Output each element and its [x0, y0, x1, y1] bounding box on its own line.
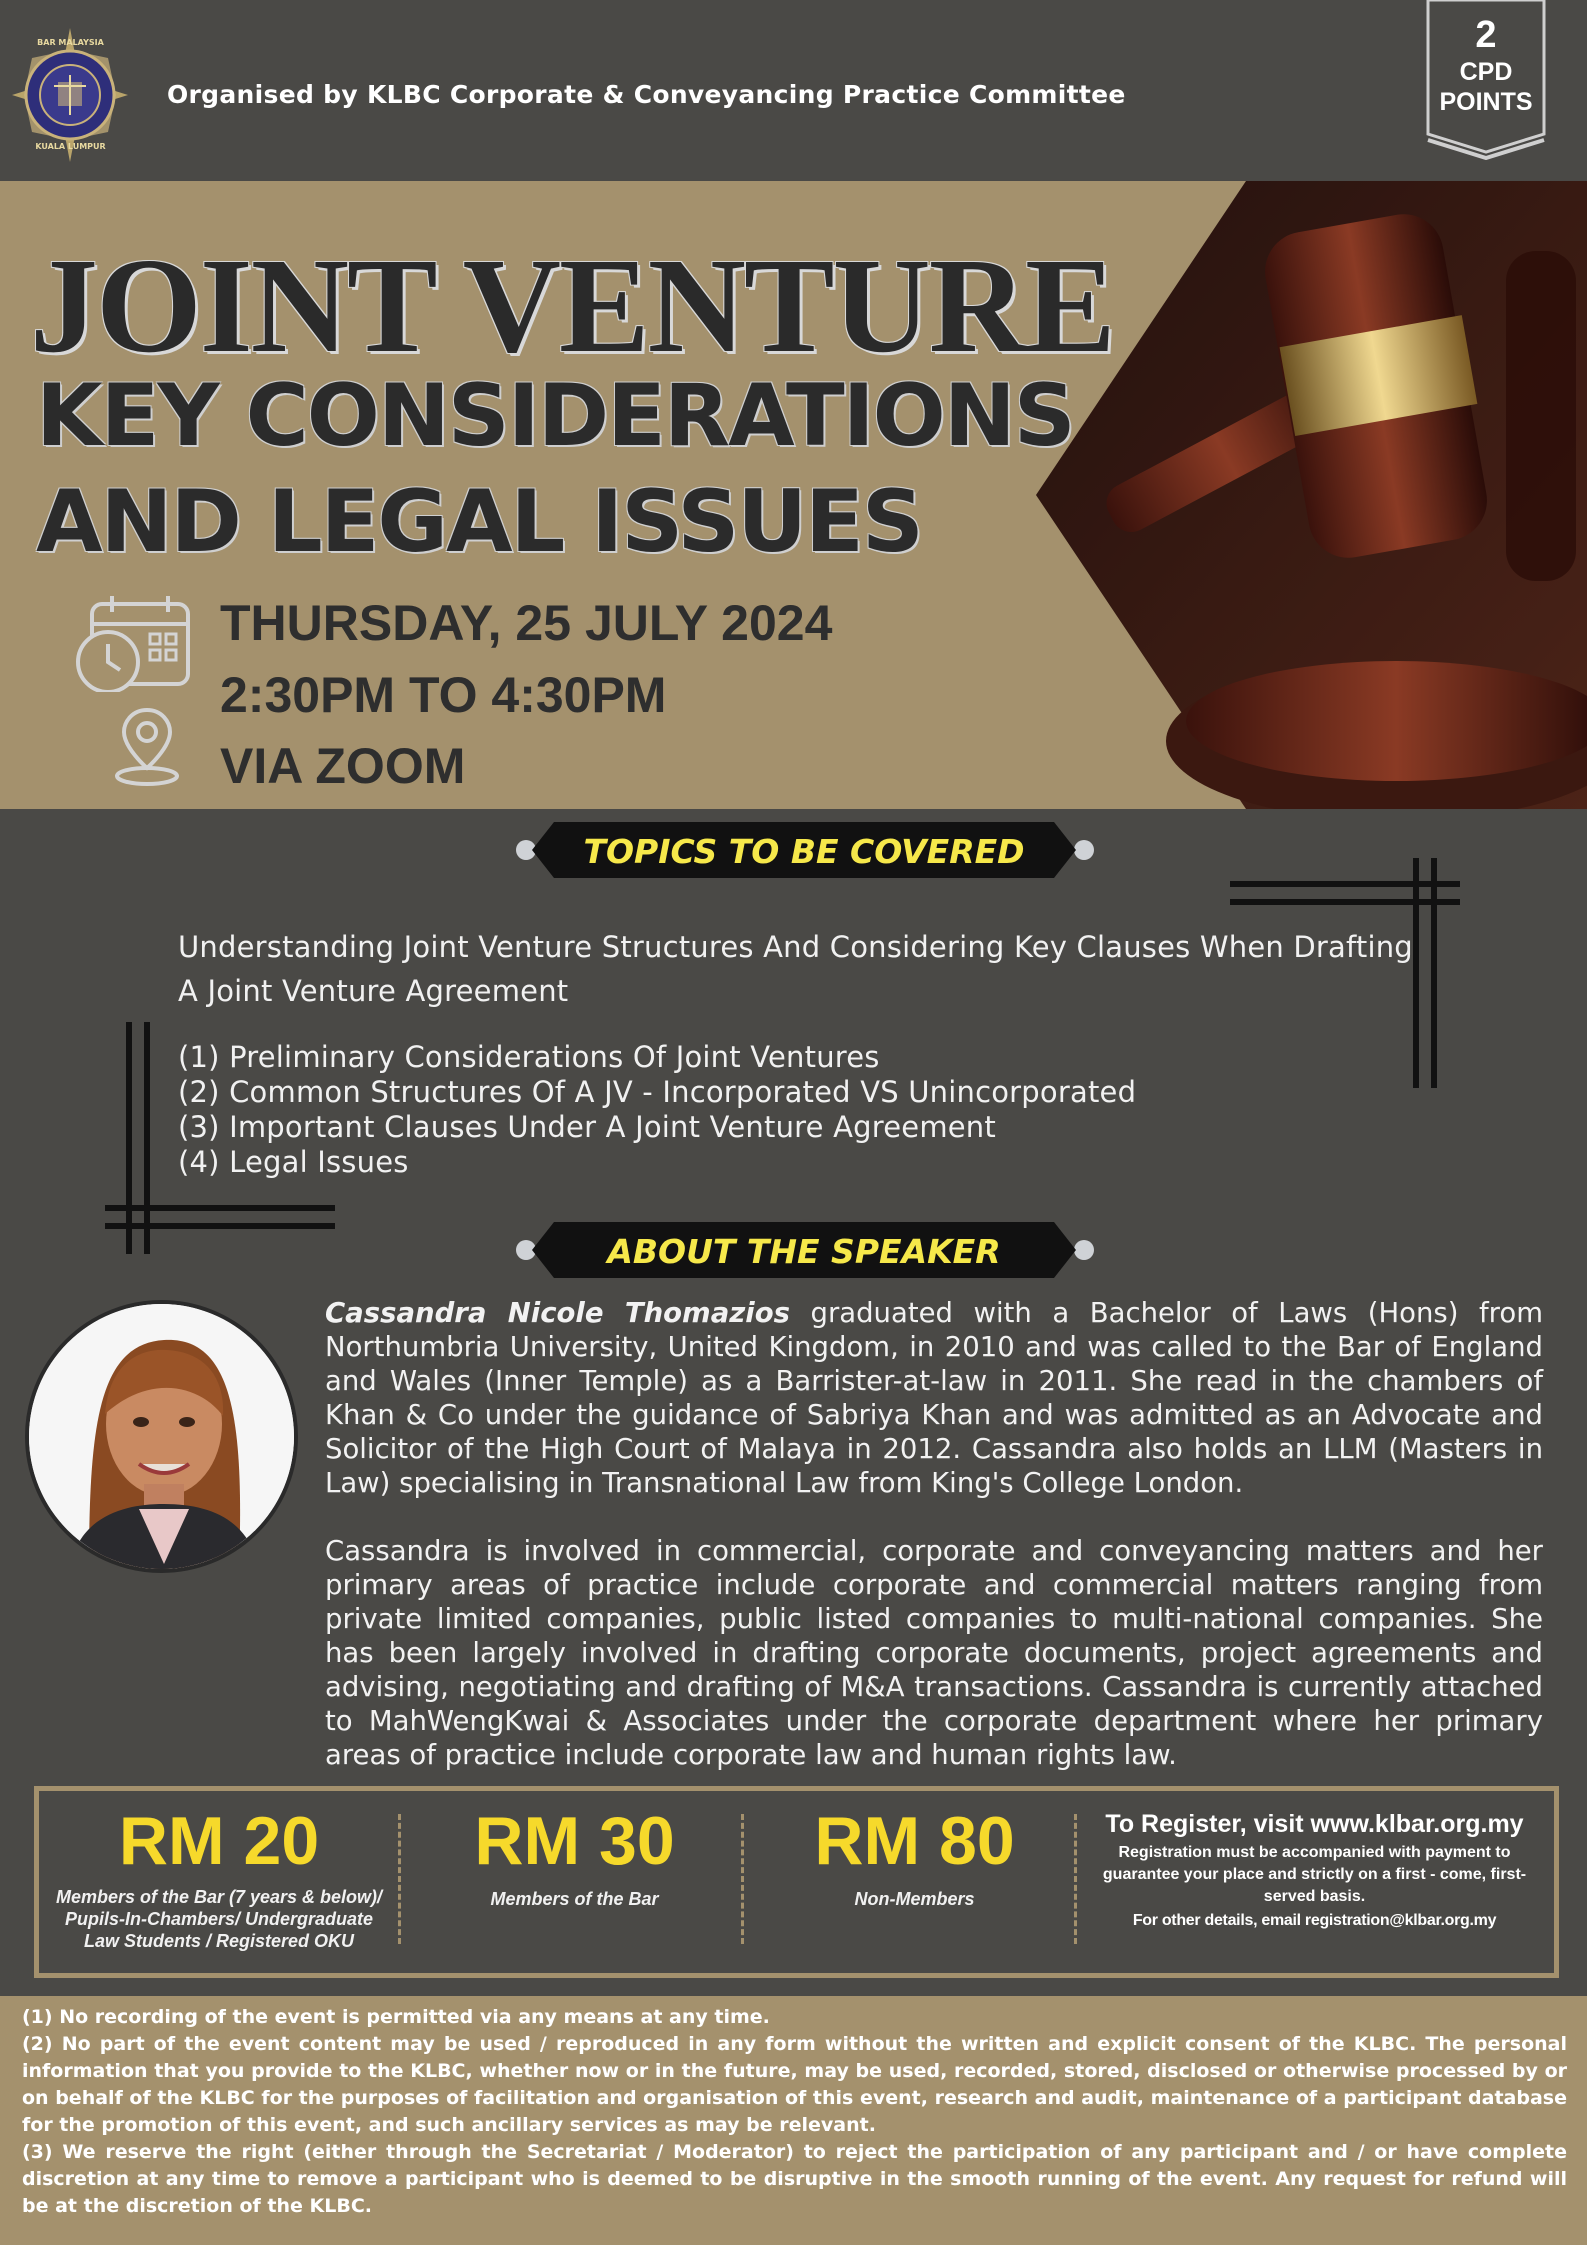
register-title[interactable]: To Register, visit www.klbar.org.my: [1105, 1810, 1524, 1838]
term-3: (3) We reserve the right (either through the Secretariat / Moderator) to reject the participation of any participant and / or have complete discretion at any time to remove a participant who is deemed to be disruptive in the smooth running of the event. Any request for refund will be at the discretion of the KLBC.: [22, 2141, 1567, 2217]
topic-item: (3) Important Clauses Under A Joint Venture Agreement: [178, 1110, 996, 1144]
speaker-bio-paragraph-1: [325, 1296, 1543, 1500]
price-divider: [741, 1814, 744, 1944]
calendar-clock-icon: [70, 592, 195, 692]
price-rm20: RM 20: [118, 1803, 320, 1879]
gavel-image: [1036, 181, 1587, 809]
banner-dot-right: [1074, 1240, 1094, 1260]
speaker-banner: [532, 1222, 1076, 1278]
title-key-considerations: KEY CONSIDERATIONS: [36, 366, 1074, 466]
price-rm80-note: Non-Members: [854, 1889, 975, 1909]
event-time: 2:30PM TO 4:30PM: [220, 667, 667, 723]
price-rm20-note-line2: Pupils-In-Chambers/ Undergraduate: [64, 1909, 374, 1929]
title-joint-venture: JOINT VENTURE: [30, 231, 1114, 381]
topic-item: (4) Legal Issues: [178, 1145, 409, 1179]
logo-text-top: BAR MALAYSIA: [37, 38, 104, 47]
speaker-photo: [25, 1300, 298, 1573]
topics-banner: [532, 822, 1076, 878]
price-divider: [398, 1814, 401, 1944]
register-note-line1: Registration must be accompanied with payment to: [1118, 1844, 1511, 1861]
term-1: (1) No recording of the event is permitted via any means at any time.: [22, 2006, 770, 2028]
title-legal-issues: AND LEGAL ISSUES: [36, 472, 922, 572]
cpd-label: CPD: [1459, 58, 1513, 86]
topics-heading: TOPICS TO BE COVERED: [583, 832, 1025, 871]
register-note-line3: served basis.: [1263, 1888, 1366, 1905]
klbc-logo: [8, 20, 133, 170]
corner-bracket-top-right: [1230, 858, 1465, 1090]
organiser-text: Organised by KLBC Corporate & Conveyancing Practice Committee: [167, 80, 1126, 109]
cpd-points-number: 2: [1475, 14, 1497, 56]
price-rm30-note: Members of the Bar: [490, 1889, 659, 1909]
cpd-badge: [1426, 0, 1546, 160]
banner-dot-right: [1074, 840, 1094, 860]
speaker-bio-paragraph-2: Cassandra is involved in commercial, corporate and conveyancing matters and her primary areas of practice include corporate and commercial matters ranging from private limited companies, public listed companies to multi-national companies. She has been largely involved in drafting corporate documents, project agreements and advising, negotiating and drafting of M&A transactions. Cassandra is currently attached to MahWengKwai & Associates under the corporate department where her primary areas of practice include corporate law and human rights law.: [325, 1535, 1543, 1771]
price-divider: [1074, 1814, 1077, 1944]
topics-intro-line1: Understanding Joint Venture Structures And Considering Key Clauses When Drafting: [178, 930, 1413, 964]
price-rm80: RM 80: [814, 1803, 1015, 1879]
price-rm30: RM 30: [474, 1803, 675, 1879]
register-note-line2: guarantee your place and strictly on a first - come, first-: [1102, 1866, 1527, 1883]
speaker-bio-text: graduated with a Bachelor of Laws (Hons) from Northumbria University, United Kingdom, in 2010 and was called to the Bar of England and Wales (Inner Temple) as a Barrister-at-law in 2011. She read in the chambers of Khan & Co under the guidance of Sabriya Khan and was admitted as an Advocate and Solicitor of the High Court of Malaya in 2012. Cassandra also holds an LLM (Masters in Law) specialising in Transnational Law from King's College London.: [325, 1297, 1543, 1499]
event-date: THURSDAY, 25 JULY 2024: [220, 595, 833, 651]
points-label: POINTS: [1439, 88, 1533, 116]
topic-item: (1) Preliminary Considerations Of Joint Ventures: [178, 1040, 880, 1074]
event-venue: VIA ZOOM: [220, 738, 466, 794]
location-pin-icon: [112, 704, 182, 788]
logo-text-bottom: KUALA LUMPUR: [35, 142, 106, 151]
speaker-name: Cassandra Nicole Thomazios: [325, 1297, 790, 1329]
speaker-heading: ABOUT THE SPEAKER: [607, 1232, 1001, 1271]
register-email[interactable]: For other details, email registration@klbar.org.my: [1132, 1912, 1497, 1929]
topic-item: (2) Common Structures Of A JV - Incorporated VS Unincorporated: [178, 1075, 1137, 1109]
price-rm20-note-line3: Law Students / Registered OKU: [83, 1931, 355, 1951]
topics-intro-line2: A Joint Venture Agreement: [178, 974, 569, 1008]
price-rm20-note-line1: Members of the Bar (7 years & below)/: [55, 1887, 383, 1907]
term-2: (2) No part of the event content may be used / reproduced in any form without the written and explicit consent of the KLBC. The personal information that you provide to the KLBC, whether now or in the future, may be used, recorded, stored, disclosed or otherwise processed by or on behalf of the KLBC for the purposes of facilitation and organisation of this event, research and audit, maintenance of a participant database for the promotion of this event, and such ancillary services as may be relevant.: [22, 2033, 1567, 2136]
